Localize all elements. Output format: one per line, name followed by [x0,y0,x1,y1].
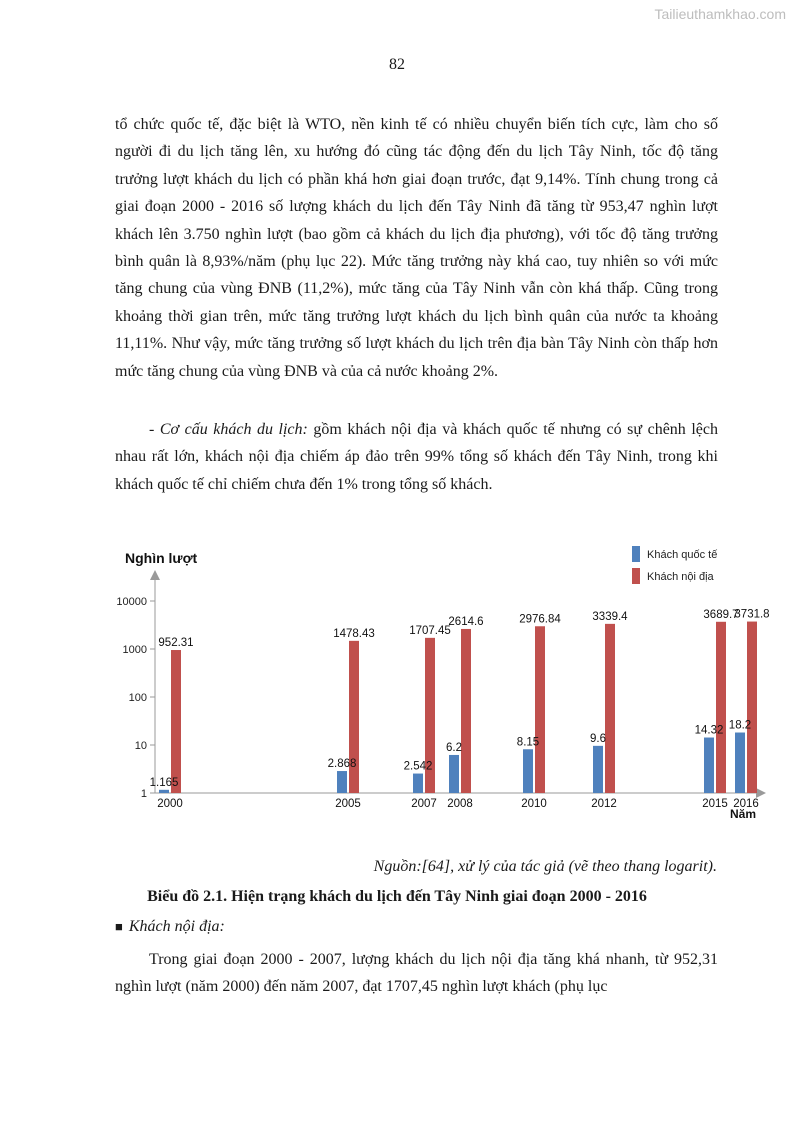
y-tick-label: 10 [134,740,147,752]
x-tick-label: 2005 [335,798,361,810]
data-label-khach-quoc-te: 8.15 [516,736,540,749]
data-label-khach-noi-dia: 3731.8 [734,608,770,621]
data-label-khach-noi-dia: 1478.43 [333,627,375,640]
y-axis-title: Nghìn lượt [125,550,198,566]
bar-khach-quoc-te [523,749,533,793]
bar-khach-noi-dia [747,622,757,793]
bar-khach-quoc-te [159,790,169,793]
x-tick-label: 2012 [591,798,617,810]
x-tick-label: 2007 [411,798,437,810]
source-note: Nguồn:[64], xử lý của tác giả (vẽ theo thang logarit). [373,858,717,875]
y-tick-label: 10000 [116,596,147,608]
data-label-khach-quoc-te: 1.165 [149,776,179,789]
data-label-khach-noi-dia: 3689.7 [703,608,739,621]
data-label-khach-quoc-te: 6.2 [446,741,462,754]
y-tick-label: 1 [140,788,147,800]
bar-khach-noi-dia [461,629,471,793]
tourist-bar-chart [110,535,770,825]
y-axis-arrow [150,570,160,580]
data-label-khach-noi-dia: 2976.84 [519,613,561,626]
data-label-khach-quoc-te: 2.542 [403,760,433,773]
bar-khach-noi-dia [605,624,615,793]
data-label-khach-quoc-te: 14.32 [694,724,724,737]
paragraph-2-lead: - Cơ cấu khách du lịch: [149,421,308,438]
bar-khach-quoc-te [413,774,423,793]
paragraph-2-rest: gồm khách nội địa và khách quốc tế nhưng có sự chênh lệch nhau rất lớn, khách nội địa chiếm áp đảo trên 99% tổng số khách đến Tây Ninh, trong khi khách quốc tế chỉ chiếm chưa đến 1% trong tổng số khách. [115,421,718,493]
bar-khach-quoc-te [593,746,603,793]
bar-khach-noi-dia [349,641,359,793]
x-tick-label: 2000 [157,798,183,810]
bar-khach-quoc-te [704,738,714,793]
page-number: 82 [389,56,405,73]
y-tick-label: 1000 [122,644,147,656]
bar-khach-noi-dia [171,650,181,793]
data-label-khach-noi-dia: 952.31 [158,637,194,650]
watermark: Tailieuthamkhao.com [654,6,786,22]
x-axis-title: Năm [730,807,757,821]
x-axis-arrow [756,788,766,798]
legend-label: Khách nội địa [647,571,714,583]
y-tick-label: 100 [128,692,147,704]
paragraph-3: Trong giai đoạn 2000 - 2007, lượng khách du lịch nội địa tăng khá nhanh, từ 952,31 nghìn lượt (năm 2000) đến năm 2007, đạt 1707,45 nghìn lượt khách (phụ lục [115,951,718,996]
x-tick-label: 2008 [447,798,473,810]
bar-khach-noi-dia [716,622,726,793]
paragraph-2 [115,416,718,498]
x-tick-label: 2016 [733,798,759,810]
x-tick-label: 2015 [702,798,728,810]
legend-swatch [632,546,640,562]
figure-caption: Biểu đồ 2.1. Hiện trạng khách du lịch đến Tây Ninh giai đoạn 2000 - 2016 [147,888,647,905]
legend-swatch [632,568,640,584]
section-heading [115,918,225,936]
data-label-khach-noi-dia: 1707.45 [409,624,451,637]
legend-label: Khách quốc tế [647,549,718,561]
data-label-khach-quoc-te: 18.2 [728,719,752,732]
data-label-khach-quoc-te: 2.868 [327,758,357,771]
data-label-khach-quoc-te: 9.6 [590,732,606,745]
bar-khach-quoc-te [735,733,745,793]
x-tick-label: 2010 [521,798,547,810]
paragraph-1: tổ chức quốc tế, đặc biệt là WTO, nền kinh tế có nhiều chuyển biến tích cực, làm cho số người đi du lịch tăng lên, xu hướng đó cũng tác động đến du lịch Tây Ninh, tốc độ tăng trưởng lượt khách du lịch có phần khá hơn giai đoạn trước, đạt 9,14%. Tính chung trong cả giai đoạn 2000 - 2016 số lượng khách du lịch đến Tây Ninh đã tăng từ 953,47 nghìn lượt khách lên 3.750 nghìn lượt (bao gồm cả khách du lịch địa phương), với tốc độ tăng trưởng bình quân là 8,93%/năm (phụ lục 22). Mức tăng trưởng này khá cao, tuy nhiên so với mức tăng chung của vùng ĐNB (11,2%), mức tăng của Tây Ninh vẫn còn khá thấp. Cũng trong khoảng thời gian trên, mức tăng trưởng lượt khách du lịch bình quân của nước ta khoảng 11,11%. Như vậy, mức tăng trưởng số lượt khách du lịch trên địa bàn Tây Ninh còn thấp hơn mức tăng chung của vùng ĐNB và của cả nước khoảng 2%. [115,116,718,380]
section-heading-text: Khách nội địa: [128,918,225,935]
bar-khach-quoc-te [337,771,347,793]
bar-khach-noi-dia [535,626,545,793]
bar-khach-quoc-te [449,755,459,793]
data-label-khach-noi-dia: 3339.4 [592,610,628,623]
bullet-square-icon: ■ [115,919,123,934]
data-label-khach-noi-dia: 2614.6 [448,615,484,628]
